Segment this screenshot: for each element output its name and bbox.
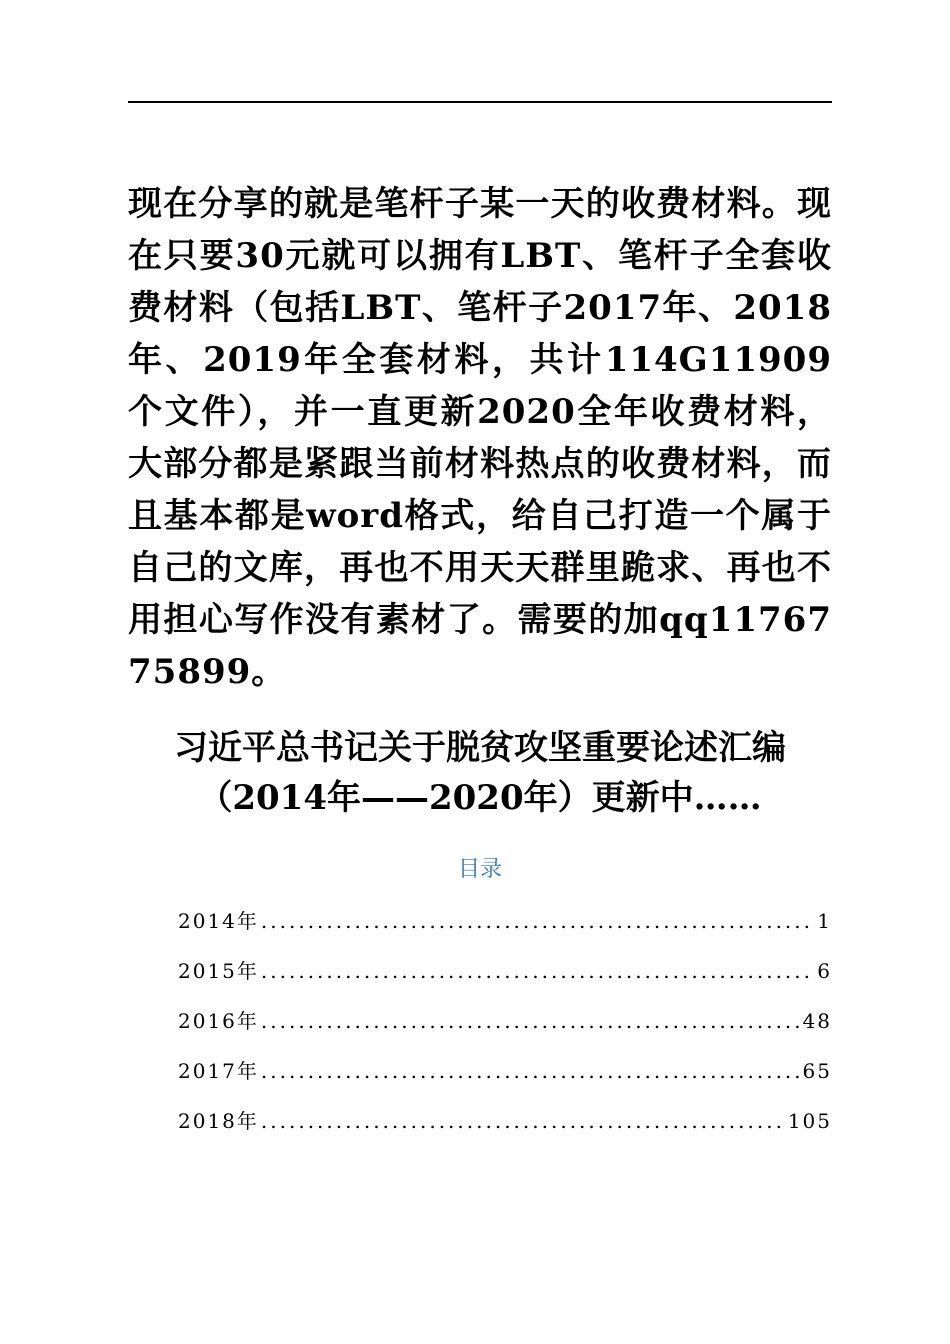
toc-entry-2014[interactable]	[178, 905, 832, 955]
document-title: 习近平总书记关于脱贫攻坚重要论述汇编	[174, 728, 786, 768]
toc-entry-page: 48	[802, 1009, 832, 1033]
toc-leader-dots	[261, 1059, 801, 1083]
toc-entry-label: 2016年	[178, 1009, 259, 1033]
toc-entry-page: 6	[817, 959, 832, 983]
toc-entry-label: 2015年	[178, 959, 259, 983]
toc-entry-2015[interactable]	[178, 955, 832, 1005]
promo-paragraph: 现在分享的就是笔杆子某一天的收费材料。现在只要30元就可以拥有LBT、笔杆子全套收费材料（包括LBT、笔杆子2017年、2018年、2019年全套材料，共计114G11909个文件），并一直更新2020全年收费材料，大部分都是紧跟当前材料热点的收费材料，而且基本都是word格式，给自己打造一个属于自己的文库，再也不用天天群里跪求、再也不用担心写作没有素材了。需要的加qq1176775899。	[128, 184, 832, 692]
toc-entry-2018[interactable]	[178, 1105, 832, 1155]
toc-entry-page: 1	[817, 909, 832, 933]
header-rule	[128, 101, 832, 103]
toc-entry-page: 105	[787, 1109, 832, 1133]
toc-heading: 目录	[457, 857, 502, 882]
toc-entry-page: 65	[802, 1059, 832, 1083]
toc-leader-dots	[261, 1009, 801, 1033]
table-of-contents	[178, 905, 832, 1155]
toc-entry-2016[interactable]	[178, 1005, 832, 1055]
toc-leader-dots	[261, 1109, 786, 1133]
toc-entry-label: 2014年	[178, 909, 259, 933]
toc-entry-2017[interactable]	[178, 1055, 832, 1105]
toc-leader-dots	[261, 909, 815, 933]
toc-entry-label: 2018年	[178, 1109, 259, 1133]
document-subtitle: （2014年——2020年）更新中……	[198, 778, 762, 818]
toc-entry-label: 2017年	[178, 1059, 259, 1083]
toc-leader-dots	[261, 959, 815, 983]
